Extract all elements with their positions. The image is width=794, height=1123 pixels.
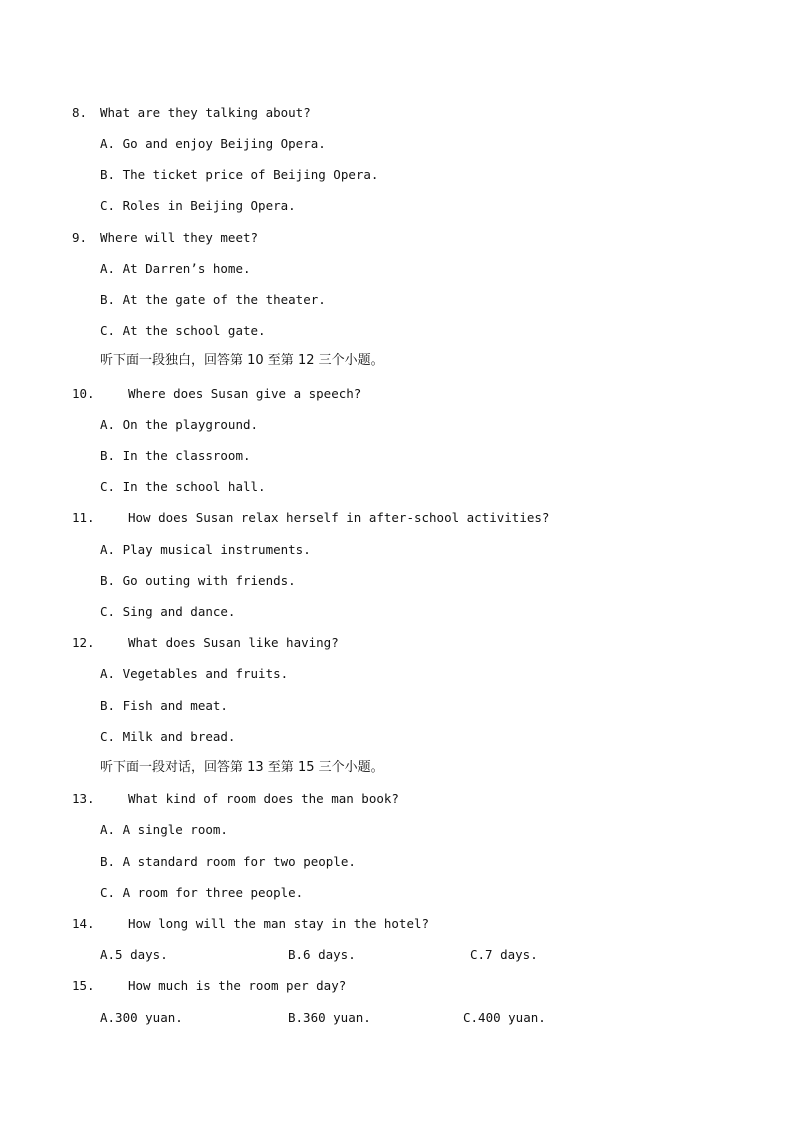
question-8-number: 8.	[72, 105, 88, 120]
question-10-number: 10.	[72, 386, 95, 401]
question-11-option-b: B. Go outing with friends.	[100, 573, 296, 588]
question-11-option-a: A. Play musical instruments.	[100, 542, 311, 557]
question-11-option-c: C. Sing and dance.	[100, 604, 236, 619]
question-14-option-a: A.5 days.	[100, 947, 168, 962]
question-14-text: How long will the man stay in the hotel?	[128, 916, 430, 931]
question-11-number: 11.	[72, 510, 95, 525]
question-13-option-c: C. A room for three people.	[100, 885, 304, 900]
question-8-text: What are they talking about?	[100, 105, 311, 120]
question-15-text: How much is the room per day?	[128, 978, 347, 993]
question-8-option-a: A. Go and enjoy Beijing Opera.	[100, 136, 326, 151]
question-12-text: What does Susan like having?	[128, 635, 339, 650]
question-12-option-b: B. Fish and meat.	[100, 698, 228, 713]
question-10-text: Where does Susan give a speech?	[128, 386, 362, 401]
question-14-option-c: C.7 days.	[470, 947, 538, 962]
question-14-number: 14.	[72, 916, 95, 931]
question-13-number: 13.	[72, 791, 95, 806]
question-10-option-b: B. In the classroom.	[100, 448, 251, 463]
question-9-option-c: C. At the school gate.	[100, 323, 266, 338]
question-13-option-b: B. A standard room for two people.	[100, 854, 356, 869]
question-8-option-b: B. The ticket price of Beijing Opera.	[100, 167, 379, 182]
question-9-number: 9.	[72, 230, 88, 245]
section-instruction-dialogue: 听下面一段对话，回答第 13 至第 15 三个小题。	[100, 760, 384, 775]
question-9-text: Where will they meet?	[100, 230, 259, 245]
question-8-option-c: C. Roles in Beijing Opera.	[100, 198, 296, 213]
question-10-option-c: C. In the school hall.	[100, 479, 266, 494]
question-15-option-b: B.360 yuan.	[288, 1010, 371, 1025]
question-12-option-c: C. Milk and bread.	[100, 729, 236, 744]
question-10-option-a: A. On the playground.	[100, 417, 259, 432]
question-15-option-a: A.300 yuan.	[100, 1010, 183, 1025]
question-15-number: 15.	[72, 978, 95, 993]
question-14-option-b: B.6 days.	[288, 947, 356, 962]
question-11-text: How does Susan relax herself in after-school activities?	[128, 510, 550, 525]
section-instruction-monologue: 听下面一段独白，回答第 10 至第 12 三个小题。	[100, 353, 384, 368]
question-13-text: What kind of room does the man book?	[128, 791, 399, 806]
question-9-option-a: A. At Darren’s home.	[100, 261, 251, 276]
question-13-option-a: A. A single room.	[100, 822, 228, 837]
question-12-number: 12.	[72, 635, 95, 650]
question-12-option-a: A. Vegetables and fruits.	[100, 666, 289, 681]
question-9-option-b: B. At the gate of the theater.	[100, 292, 326, 307]
question-15-option-c: C.400 yuan.	[463, 1010, 546, 1025]
